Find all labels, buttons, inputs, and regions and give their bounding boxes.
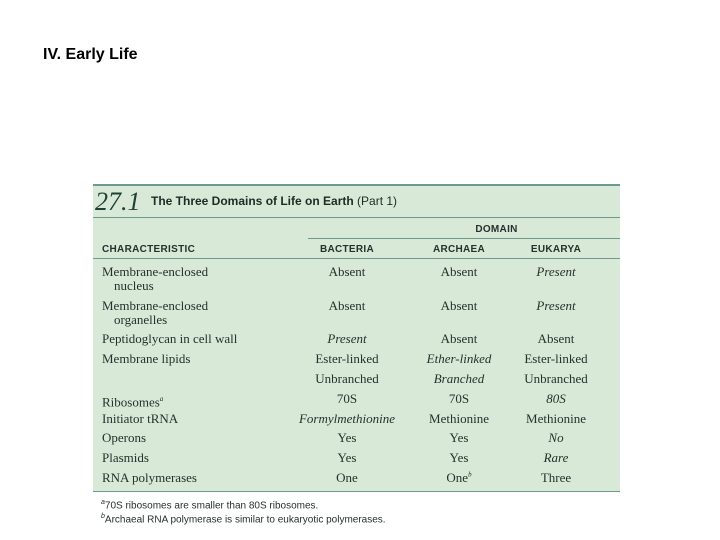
col-characteristic: CHARACTERISTIC xyxy=(102,244,196,255)
row-organelles-eukarya: Present xyxy=(536,298,576,313)
row-nucleus-eukarya: Present xyxy=(536,264,576,279)
footnote-a-mark: a xyxy=(101,499,105,506)
row-ribosomes-bacteria: 70S xyxy=(336,391,358,406)
slide-title: IV. Early Life xyxy=(43,46,138,63)
domain-header: DOMAIN xyxy=(475,224,518,235)
table-title-main: The Three Domains of Life on Earth xyxy=(151,194,354,208)
row-nucleus-archaea: Absent xyxy=(440,264,478,279)
row-ribosomes-archaea: 70S xyxy=(448,391,470,406)
footnote-a xyxy=(101,499,318,511)
domains-table xyxy=(93,184,620,492)
row-ribosomes-text: Ribosomes xyxy=(102,394,160,410)
row-peptidoglycan-eukarya: Absent xyxy=(537,331,575,346)
row-rna-polymerases-footnote-mark: b xyxy=(468,470,472,479)
footnote-a-text: 70S ribosomes are smaller than 80S ribosomes. xyxy=(104,500,319,512)
row-ribosomes-eukarya: 80S xyxy=(546,391,566,406)
col-archaea: ARCHAEA xyxy=(432,244,486,255)
row-operons-archaea: Yes xyxy=(449,430,469,445)
row-rna-polymerases-archaea xyxy=(409,470,509,486)
row-trna-archaea: Methionine xyxy=(429,411,489,426)
table-title-part: (Part 1) xyxy=(353,194,398,208)
row-plasmids-label: Plasmids xyxy=(102,450,149,465)
row-rna-polymerases-label: RNA polymerases xyxy=(102,470,197,485)
row-nucleus-label xyxy=(102,265,208,293)
row-organelles-archaea: Absent xyxy=(440,298,478,313)
row-nucleus-line2: nucleus xyxy=(114,278,154,293)
row-plasmids-bacteria: Yes xyxy=(337,450,357,465)
row-branching-archaea: Branched xyxy=(433,371,485,386)
row-branching-bacteria: Unbranched xyxy=(315,371,379,386)
col-bacteria: BACTERIA xyxy=(319,244,375,255)
row-ribosomes-label xyxy=(102,392,163,409)
table-top-rule xyxy=(93,184,620,186)
row-organelles-label xyxy=(102,299,208,327)
row-operons-label: Operons xyxy=(102,430,147,445)
row-plasmids-eukarya: Rare xyxy=(543,450,569,465)
row-trna-label: Initiator tRNA xyxy=(102,411,179,426)
domain-rule xyxy=(308,238,620,239)
row-organelles-bacteria: Absent xyxy=(328,298,366,313)
row-operons-bacteria: Yes xyxy=(337,430,357,445)
row-rna-polymerases-eukarya: Three xyxy=(540,470,572,485)
row-nucleus-bacteria: Absent xyxy=(328,264,366,279)
row-lipids-label: Membrane lipids xyxy=(102,351,191,366)
row-trna-eukarya: Methionine xyxy=(526,411,586,426)
row-trna-bacteria: Formylmethionine xyxy=(298,411,396,426)
title-rule xyxy=(93,217,620,218)
row-peptidoglycan-archaea: Absent xyxy=(440,331,478,346)
col-eukarya: EUKARYA xyxy=(530,244,582,255)
row-peptidoglycan-label: Peptidoglycan in cell wall xyxy=(102,331,238,346)
row-lipids-archaea: Ether-linked xyxy=(426,351,492,366)
row-operons-eukarya: No xyxy=(548,430,564,445)
row-nucleus-line1: Membrane-enclosed xyxy=(102,264,209,279)
row-peptidoglycan-bacteria: Present xyxy=(327,331,367,346)
table-title xyxy=(151,194,397,208)
footnote-b xyxy=(101,513,386,525)
table-bottom-rule xyxy=(93,491,620,492)
row-organelles-line2: organelles xyxy=(114,312,168,327)
row-rna-polymerases-bacteria: One xyxy=(336,470,358,485)
footnote-b-text: Archaeal RNA polymerase is similar to eukaryotic polymerases. xyxy=(104,514,386,526)
table-number: 27.1 xyxy=(95,187,141,216)
header-rule xyxy=(93,258,620,259)
row-branching-eukarya: Unbranched xyxy=(524,371,588,386)
row-lipids-eukarya: Ester-linked xyxy=(524,351,588,366)
row-rna-polymerases-archaea-value: One xyxy=(446,470,469,485)
row-plasmids-archaea: Yes xyxy=(449,450,469,465)
footnote-b-mark: b xyxy=(101,513,105,520)
row-lipids-bacteria: Ester-linked xyxy=(315,351,379,366)
row-organelles-line1: Membrane-enclosed xyxy=(102,298,209,313)
row-ribosomes-footnote-mark: a xyxy=(159,395,164,403)
